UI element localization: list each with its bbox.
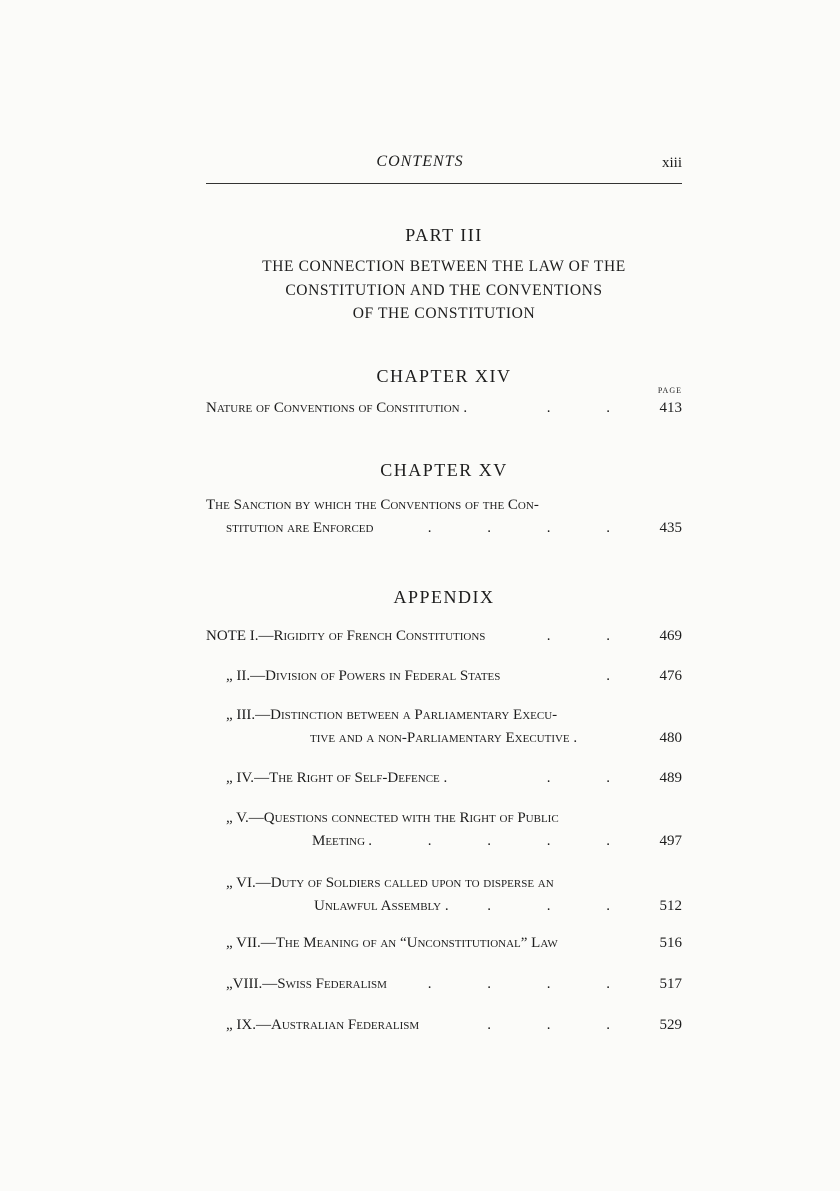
appendix-note-iv[interactable] <box>226 770 682 787</box>
note-prefix: „VIII. <box>226 976 263 992</box>
note-page: 480 <box>659 730 682 746</box>
note-title: —The Meaning of an “Unconstitutional” Law <box>260 935 558 951</box>
note-prefix: NOTE I. <box>206 628 259 644</box>
note-title: tive and a non-Parliamentary Executive . <box>310 730 578 746</box>
appendix-note-viii[interactable] <box>226 976 682 993</box>
note-prefix: „ IX. <box>226 1017 256 1033</box>
leader-dots: . . <box>546 770 636 786</box>
note-title: —Distinction between a Parliamentary Execu- <box>255 707 558 723</box>
note-page: 489 <box>659 770 682 786</box>
toc-entry-chapter-xv-line-1[interactable] <box>206 497 682 514</box>
appendix-note-i[interactable] <box>206 628 682 645</box>
note-title: —Australian Federalism <box>256 1017 420 1033</box>
leader-dots: . . . <box>487 898 636 914</box>
toc-entry-title: The Sanction by which the Conventions of the Con- <box>206 497 539 513</box>
note-page: 476 <box>659 668 682 684</box>
note-prefix: „ VII. <box>226 935 261 951</box>
part-title-line-2: CONSTITUTION AND THE CONVENTIONS <box>285 282 603 299</box>
toc-entry-chapter-xv-line-2[interactable] <box>226 520 682 537</box>
leader-dots: . . <box>546 628 636 644</box>
header-rule <box>206 183 682 184</box>
leader-dots: . . <box>546 400 636 416</box>
note-title: —Rigidity of French Constitutions <box>258 628 486 644</box>
appendix-heading: APPENDIX <box>393 587 495 607</box>
note-page: 497 <box>659 833 682 849</box>
appendix-note-ii[interactable] <box>226 668 682 685</box>
page-column-label: PAGE <box>657 386 682 395</box>
appendix-note-vi-line-1[interactable] <box>226 875 682 892</box>
appendix-note-vi-line-2[interactable] <box>314 898 682 915</box>
note-title: —Division of Powers in Federal States <box>250 668 501 684</box>
appendix-note-iii-line-2[interactable] <box>310 730 682 747</box>
note-page: 469 <box>659 628 682 644</box>
toc-entry-page: 435 <box>659 520 682 536</box>
note-prefix: „ VI. <box>226 875 256 891</box>
toc-entry-title: stitution are Enforced <box>226 520 374 536</box>
chapter-heading-xv: CHAPTER XV <box>380 460 508 480</box>
toc-entry-chapter-xiv[interactable] <box>206 400 682 417</box>
leader-dots: . <box>606 668 636 684</box>
note-page: 512 <box>659 898 682 914</box>
note-page: 529 <box>659 1017 682 1033</box>
part-heading: PART III <box>405 225 483 245</box>
leader-dots: . . . . <box>427 976 636 992</box>
appendix-note-vii[interactable] <box>226 935 682 952</box>
note-prefix: „ II. <box>226 668 251 684</box>
chapter-heading-xiv: CHAPTER XIV <box>376 366 512 386</box>
toc-entry-title: Nature of Conventions of Constitution . <box>206 400 468 416</box>
note-title: —Duty of Soldiers called upon to disperse an <box>255 875 554 891</box>
note-title: Unlawful Assembly . <box>314 898 449 914</box>
note-title: —Questions connected with the Right of Public <box>248 810 559 826</box>
note-title: —The Right of Self-Defence . <box>254 770 448 786</box>
appendix-note-iii-line-1[interactable] <box>226 707 682 724</box>
leader-dots: . . . <box>487 1017 636 1033</box>
toc-entry-page: 413 <box>659 400 682 416</box>
appendix-note-v-line-1[interactable] <box>226 810 682 827</box>
note-page: 516 <box>659 935 682 951</box>
note-title: —Swiss Federalism <box>262 976 387 992</box>
note-prefix: „ V. <box>226 810 249 826</box>
part-title-line-3: OF THE CONSTITUTION <box>352 305 536 322</box>
page-number: xiii <box>661 155 682 171</box>
note-prefix: „ IV. <box>226 770 255 786</box>
running-title: CONTENTS <box>376 153 464 170</box>
note-title: Meeting <box>312 833 366 849</box>
note-prefix: „ III. <box>226 707 256 723</box>
appendix-note-v-line-2[interactable] <box>312 833 682 850</box>
leader-dots: . . . . . <box>368 833 636 849</box>
part-title-line-1: THE CONNECTION BETWEEN THE LAW OF THE <box>262 258 626 275</box>
note-page: 517 <box>659 976 682 992</box>
appendix-note-ix[interactable] <box>226 1017 682 1034</box>
leader-dots: . . . . <box>427 520 636 536</box>
